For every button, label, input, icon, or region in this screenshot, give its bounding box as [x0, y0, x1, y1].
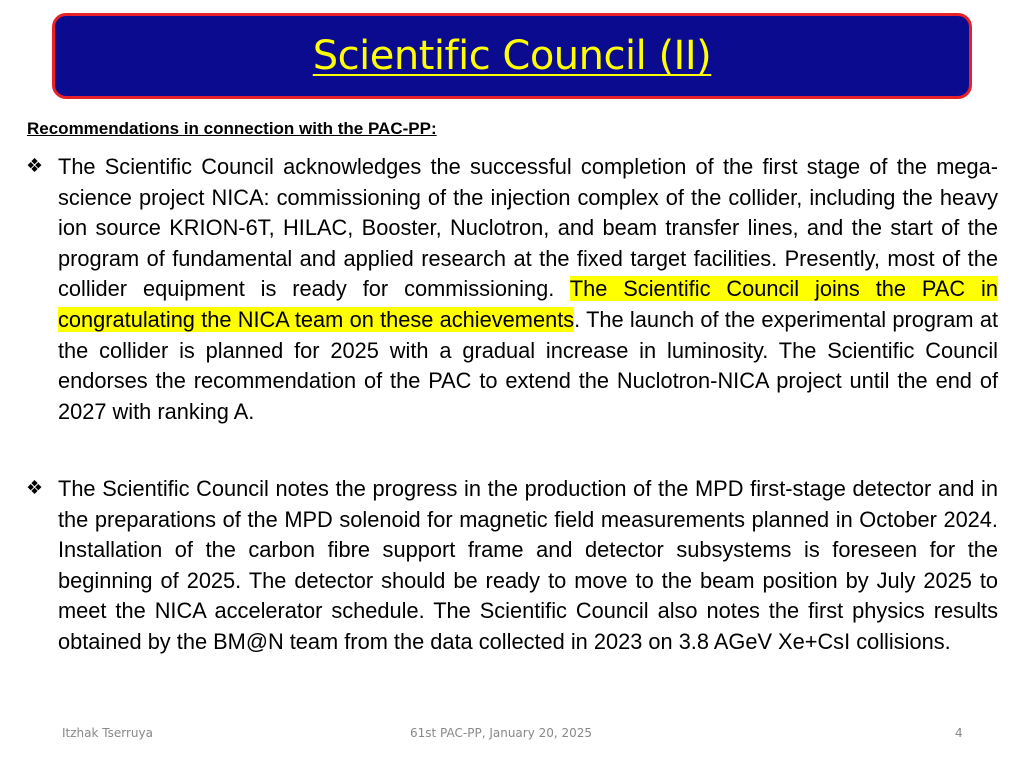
bullet-item-mpd: [26, 474, 998, 658]
page-number: 4: [955, 726, 963, 740]
bullet-text: [58, 152, 998, 427]
footer-event: 61st PAC-PP, January 20, 2025: [410, 726, 593, 740]
highlighted-text: The Scientific Council joins the PAC in congratulating the NICA team on these achievements: [58, 276, 998, 332]
diamond-bullet-icon: ❖: [26, 156, 44, 177]
bullet-item-nica: [26, 152, 998, 427]
bullet-text-part: The Scientific Council acknowledges the successful completion of the first stage of the mega-science project NICA: commissioning of the injection complex of the collider, including the heavy ion source KRION-6T, HILAC, Booster, Nuclotron, and beam transfer lines, and the start of the program of fundamental and applied research at the fixed target facilities. Presently, most of the collider equipment is ready for commissioning.: [58, 154, 998, 302]
bullet-text: The Scientific Council notes the progress in the production of the MPD first-stage detector and in the preparations of the MPD solenoid for magnetic field measurements planned in October 2024. Installation of the carbon fibre support frame and detector subsystems is foreseen for the beginning of 2025. The detector should be ready to move to the beam position by July 2025 to meet the NICA accelerator schedule. The Scientific Council also notes the first physics results obtained by the BM@N team from the data collected in 2023 on 3.8 AGeV Xe+CsI collisions.: [58, 476, 998, 654]
bullet-text-part: . The launch of the experimental program at the collider is planned for 2025 with a gradual increase in luminosity. The Scientific Council endorses the recommendation of the PAC to extend the Nuclotron-NICA project until the end of 2027 with ranking A.: [58, 306, 999, 424]
recommendations-heading: Recommendations in connection with the PAC-PP:: [27, 119, 437, 138]
title-banner: [52, 13, 972, 99]
slide-title: Scientific Council (II): [312, 33, 712, 79]
diamond-bullet-icon: ❖: [26, 478, 44, 499]
footer-author: Itzhak Tserruya: [62, 726, 153, 740]
